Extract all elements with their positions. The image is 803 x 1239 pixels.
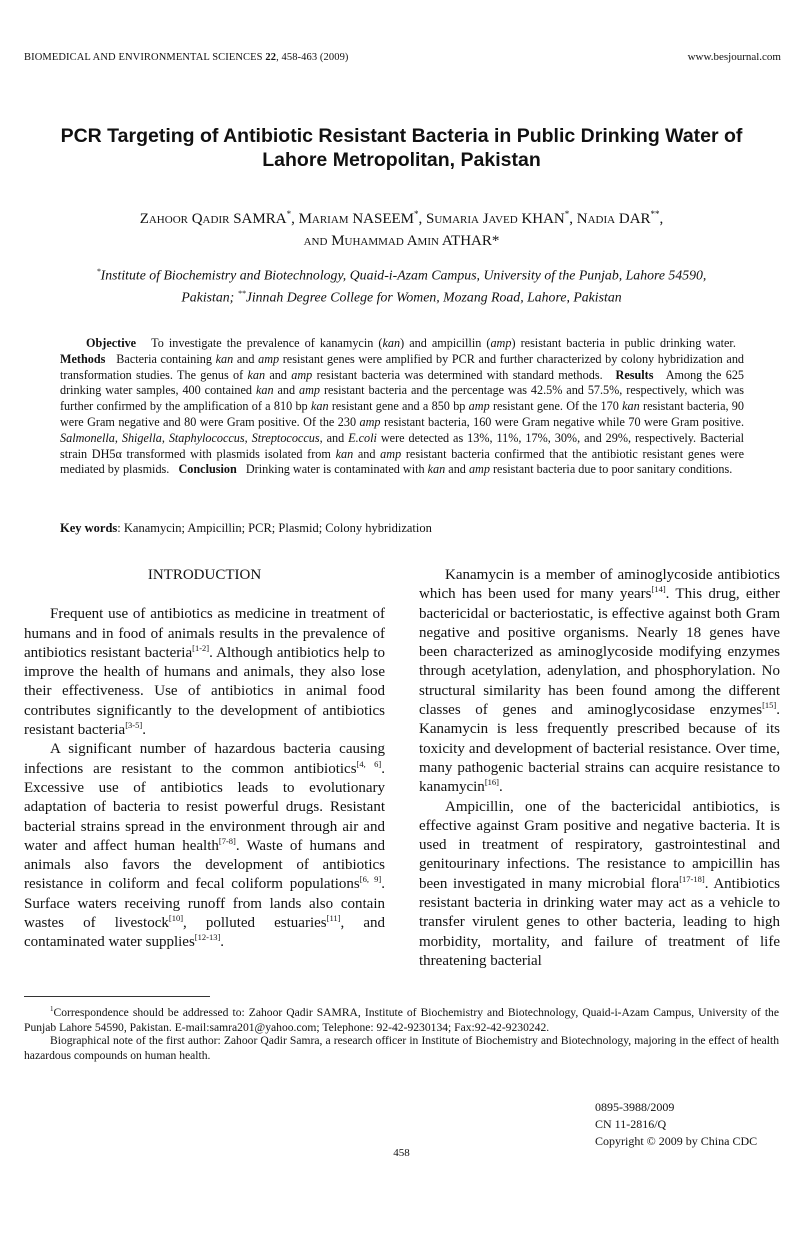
journal-volume: 22 — [265, 52, 277, 63]
journal-name: BIOMEDICAL AND ENVIRONMENTAL SCIENCES — [24, 52, 263, 63]
abstract-methods: Bacteria containing kan and amp resistant genes were amplified by PCR and further characterized by colony hybridization and transformation studies. The genus of kan and amp resistant bacteria was determined with standard methods. — [60, 351, 745, 382]
author-list — [20, 203, 783, 252]
keywords — [60, 521, 432, 536]
journal-website[interactable]: www.besjournal.com — [687, 51, 781, 63]
p3-text-c: . Kanamycin is less frequently prescribed because of its toxicity and development of bacterial resistance. Over time, many pathogenic bacterial strains can acquire resistance to kanamycin — [419, 702, 780, 796]
title-line-1: PCR Targeting of Antibiotic Resistant Bacteria in Public Drinking Water of — [60, 125, 743, 147]
p2-text-e: , polluted estuaries — [183, 915, 327, 932]
author-2-family: NASEEM — [352, 211, 414, 227]
body-column-left — [24, 566, 385, 953]
p2-text-c: . Waste of humans and animals also favors the development of antibiotics resistance in coliform and fecal coliform populations — [24, 837, 385, 893]
body-paragraph-3 — [419, 566, 780, 798]
footnote-correspondence — [24, 1002, 779, 1035]
title-line-2: Lahore Metropolitan, Pakistan — [262, 149, 541, 171]
affiliation-text-3: Jinnah Degree College for Women, Mozang Road, Lahore, Pakistan — [245, 289, 622, 305]
citation[interactable]: [16] — [484, 777, 499, 788]
p2-text-b: . Excessive use of antibiotics leads to evolutionary adaptation of bacteria to resist powerful drugs. Resistant bacterial strains spread in the environment through air and water and affect human health — [24, 760, 385, 854]
abstract — [60, 336, 744, 478]
abstract-conclusion: Drinking water is contaminated with kan and amp resistant bacteria due to poor sanitary conditions. — [245, 462, 733, 477]
p2-text-g: . — [220, 934, 225, 951]
citation[interactable]: [11] — [326, 913, 341, 924]
affiliations — [40, 263, 763, 306]
citation[interactable]: [1-2] — [192, 642, 210, 653]
p2-text-f: , and contaminated water supplies — [24, 915, 386, 951]
abstract-results-label: Results — [615, 367, 654, 382]
affiliation-mark-1: * — [96, 267, 101, 276]
p1-text-a: Frequent use of antibiotics as medicine in treatment of humans and in food of animals results in the prevalence of antibiotics resistant bacteria — [24, 606, 385, 661]
author-1-family: SAMRA — [233, 211, 287, 227]
copyright: Copyright © 2009 by China CDC — [595, 1134, 758, 1148]
keywords-label: Key words — [60, 521, 118, 535]
author-4-given: Nadia — [576, 211, 616, 227]
p2-text-d: . Surface waters receiving runoff from lands also contain wastes of livestock — [24, 876, 385, 932]
body-paragraph-2 — [24, 740, 385, 952]
keywords-text: : Kanamycin; Ampicillin; PCR; Plasmid; Colony hybridization — [117, 521, 432, 535]
journal-pages: , 458-463 (2009) — [276, 52, 349, 63]
affiliation-mark-2: ** — [237, 288, 246, 298]
footnote-divider — [24, 996, 210, 997]
author-3-given: Sumaria Javed — [426, 211, 518, 227]
author-3-family: KHAN — [521, 211, 565, 227]
citation[interactable]: [12-13] — [194, 932, 221, 943]
p2-text-a: A significant number of hazardous bacteria causing infections are resistant to the common antibiotics — [24, 741, 385, 777]
citation[interactable]: [14] — [651, 584, 666, 595]
author-5-mark: * — [491, 233, 500, 249]
footnote-correspondence-text: Correspondence should be addressed to: Zahoor Qadir SAMRA, Institute of Biochemistry and Biotechnology, Quaid-i-Azam Campus, University of the Punjab Lahore 54590, Pakistan. E-mail:samra201@yahoo.com; Telephone: 92-42-9230134; Fax:92-42-9230242. — [24, 1005, 779, 1034]
author-line-2 — [20, 230, 783, 252]
paper-title — [20, 124, 783, 172]
section-heading-introduction: INTRODUCTION — [147, 567, 262, 583]
author-line-1: Zahoor Qadir SAMRA*, Mariam NASEEM*, Sumaria Javed KHAN*, Nadia DAR**, — [139, 209, 664, 227]
abstract-conclusion-label: Conclusion — [178, 462, 237, 477]
author-1-given: Zahoor Qadir — [139, 211, 230, 227]
page-number: 458 — [393, 1147, 410, 1159]
abstract-objective-label: Objective — [86, 336, 137, 350]
citation[interactable]: [6, 9] — [359, 874, 382, 885]
affiliation-text-1: Institute of Biochemistry and Biotechnology, Quaid-i-Azam Campus, University of the Punjab, Lahore 54590, — [100, 267, 707, 283]
p1-text-b: . Although antibiotics help to improve the health of humans and animals, they also lose their effectiveness. Use of antibiotics in animal food contributes significantly to the development of antibiotics resistant bacteria — [24, 644, 385, 739]
p3-text-a: Kanamycin is a member of aminoglycoside antibiotics which has been used for many years — [419, 567, 780, 603]
footnote-biographical: Biographical note of the first author: Zahoor Qadir Samra, a research officer in Institute of Biochemistry and Biotechnology, majoring in the effect of health hazardous compounds on human health. — [24, 1034, 779, 1062]
p1-text-c: . — [142, 722, 146, 739]
p4-text-b: . Antibiotics resistant bacteria in drinking water may act as a vehicle to transfer virulent genes to other bacteria, leading to high morbidity, mortality, and failure of treatment of life threatening bacterial — [419, 875, 780, 969]
affiliation-text-2: Pakistan; — [181, 289, 238, 305]
author-2-mark: * — [414, 209, 419, 219]
citation[interactable]: [17-18] — [679, 873, 705, 884]
citation[interactable]: [3-5] — [125, 720, 143, 731]
body-paragraph-1 — [24, 605, 385, 740]
issn-number: 0895-3988/2009 — [595, 1100, 675, 1114]
author-and: and — [303, 233, 328, 249]
citation[interactable]: [4, 6] — [356, 758, 382, 769]
citation[interactable]: [15] — [762, 700, 777, 711]
cn-number: CN 11-2816/Q — [595, 1117, 667, 1131]
author-4-family: DAR — [618, 211, 651, 227]
citation[interactable]: [10] — [168, 913, 184, 924]
issn-block — [595, 1099, 757, 1150]
abstract-results: Among the 625 drinking water samples, 400 contained kan and amp resistant bacteria and the percentage was 42.5% and 57.5%, respectively, which was further confirmed by the amplification of a 810 bp kan resistant gene and a 850 bp amp resistant gene. Of the 170 kan resistant bacteria, 90 were Gram negative and 80 were Gram positive. Of the 230 amp resistant bacteria, 160 were Gram negative while 70 were Gram positive. Salmonella, Shigella, Staphylococcus, Streptococcus, and E.coli were detected as 13%, 11%, 17%, 30%, and 29%, respectively. Bacterial strain DH5α transformed with plasmids isolated from kan and amp resistant bacteria confirmed that the antibiotic resistant genes were mediated by plasmids. — [60, 367, 745, 477]
footnote-mark: 1 — [50, 1005, 54, 1013]
author-5-given: Muhammad Amin — [331, 233, 439, 249]
author-3-mark: * — [564, 209, 570, 219]
author-5-family: ATHAR — [441, 233, 492, 249]
p4-text-a: Ampicillin, one of the bactericidal antibiotics, is effective against Gram positive and negative bacteria. It is used in treatment of respiratory, gastrointestinal and genitourinary infections. The resistance to ampicillin has been investigated in many microbial flora — [419, 798, 780, 892]
author-2-given: Mariam — [298, 211, 349, 227]
running-header-journal — [24, 52, 349, 63]
abstract-methods-label: Methods — [60, 351, 106, 366]
citation[interactable]: [7-8] — [218, 835, 236, 846]
body-column-right — [419, 566, 780, 971]
author-4-mark: ** — [650, 209, 660, 219]
author-1-mark: * — [286, 209, 292, 219]
p3-text-d: . — [498, 779, 503, 796]
abstract-objective: To investigate the prevalence of kanamycin (kan) and ampicillin (amp) resistant bacteria in public drinking water. — [151, 336, 736, 350]
p3-text-b: . This drug, either bactericidal or bacteriostatic, is effective against both Gram negative and positive organisms. Nearly 18 genes have been characterized as aminoglycoside modifying enzymes through acetylation, adenylation, and phosphorylation. No structural similarity has been found among the different classes of genes and aminoglycosidase enzymes — [419, 586, 780, 719]
affiliation-line-1 — [40, 263, 763, 285]
affiliation-line-2 — [40, 285, 763, 307]
body-paragraph-4 — [419, 798, 780, 972]
